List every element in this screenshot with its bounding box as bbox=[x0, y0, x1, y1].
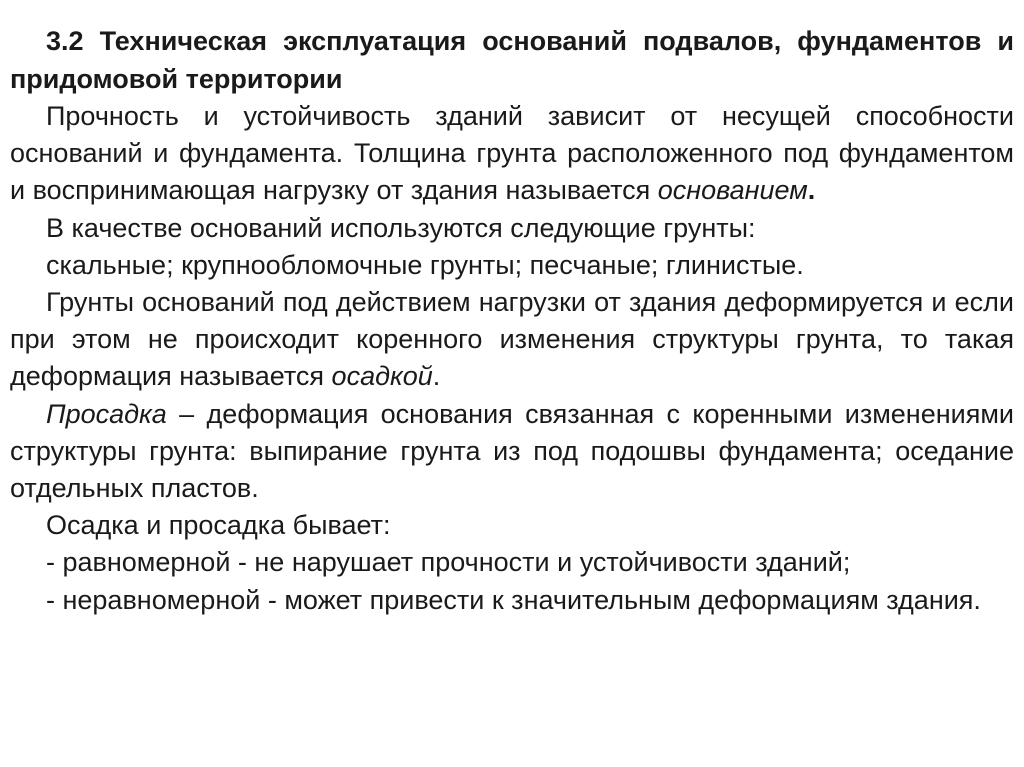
section-title bbox=[10, 22, 1014, 98]
section-number: 3.2 bbox=[46, 26, 84, 56]
term-subsidence: Просадка bbox=[46, 398, 167, 429]
paragraph-settlement-text: Грунты оснований под действием нагрузки от здания деформируется и если при этом не происходит коренного изменения структуры грунта, то такая деформация называется bbox=[10, 287, 1014, 392]
list-item-uniform: - равномерной - не нарушает прочности и устойчивости зданий; bbox=[46, 547, 851, 578]
paragraph-soils-intro: В качестве оснований используются следующие грунты: bbox=[46, 212, 756, 243]
paragraph-types-intro: Осадка и просадка бывает: bbox=[46, 510, 391, 541]
section-title-text: Техническая эксплуатация оснований подвалов, фундаментов и придомовой территории bbox=[10, 26, 1014, 94]
slide-content bbox=[10, 22, 1014, 619]
list-item-nonuniform: - неравномерной - может привести к значительным деформациям здания. bbox=[46, 584, 981, 615]
paragraph-subsidence-text: – деформация основания связанная с коренными изменениями структуры грунта: выпирание грунта из под подошвы фундамента; оседание отдельных пластов. bbox=[10, 398, 1014, 504]
paragraph-settlement-end: . bbox=[432, 361, 441, 392]
term-foundation-base: основанием bbox=[657, 175, 808, 206]
paragraph-strength-text: Прочность и устойчивость зданий зависит от несущей способности оснований и фундамента. Толщина грунта расположенного под фундаментом и воспринимающая нагрузку от здания называется bbox=[10, 101, 1014, 206]
paragraph-strength-end: . bbox=[807, 175, 816, 206]
paragraph-settlement bbox=[10, 284, 1014, 396]
paragraph-strength bbox=[10, 98, 1014, 210]
term-settlement: осадкой bbox=[331, 361, 433, 392]
paragraph-soil-types: скальные; крупнообломочные грунты; песчаные; глинистые. bbox=[46, 249, 804, 280]
paragraph-subsidence bbox=[10, 396, 1014, 508]
